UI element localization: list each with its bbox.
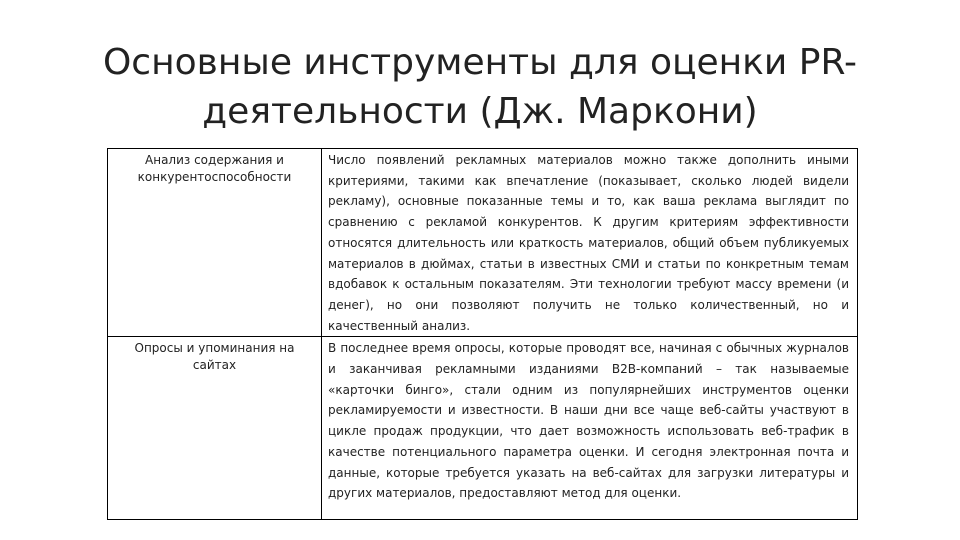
tool-description-cell: Число появлений рекламных материалов можно также дополнить иными критериями, такими как впечатление (показывает, сколько людей видели рекламу), основные показанные темы и то, как ваша реклама выглядит по сравнению с рекламой конкурентов. К другим критериям эффективности относятся длительность или краткость материалов, общий объем публикуемых материалов в дюймах, статьи в известных СМИ и статьи по конкретным темам вдобавок к остальным показателям. Эти технологии требуют массу времени (и денег), но они позволяют получить не только количественный, но и качественный анализ. — [322, 149, 858, 337]
tool-name-cell: Опросы и упоминания на сайтах — [108, 337, 322, 520]
table-row — [108, 149, 858, 337]
slide-title: Основные инструменты для оценки PR-деятельности (Дж. Маркони) — [102, 42, 858, 132]
tool-name-cell: Анализ содержания и конкурентоспособности — [108, 149, 322, 337]
table-row — [108, 337, 858, 520]
tools-table — [107, 148, 858, 520]
tool-description-cell: В последнее время опросы, которые проводят все, начиная с обычных журналов и заканчивая рекламными изданиями B2B-компаний – так называемые «карточки бинго», стали одним из популярнейших инструментов оценки рекламируемости и известности. В наши дни все чаще веб-сайты участвуют в цикле продаж продукции, что дает возможность использовать веб-трафик в качестве потенциального параметра оценки. И сегодня электронная почта и данные, которые требуется указать на веб-сайтах для загрузки литературы и других материалов, предоставляют метод для оценки. — [322, 337, 858, 520]
